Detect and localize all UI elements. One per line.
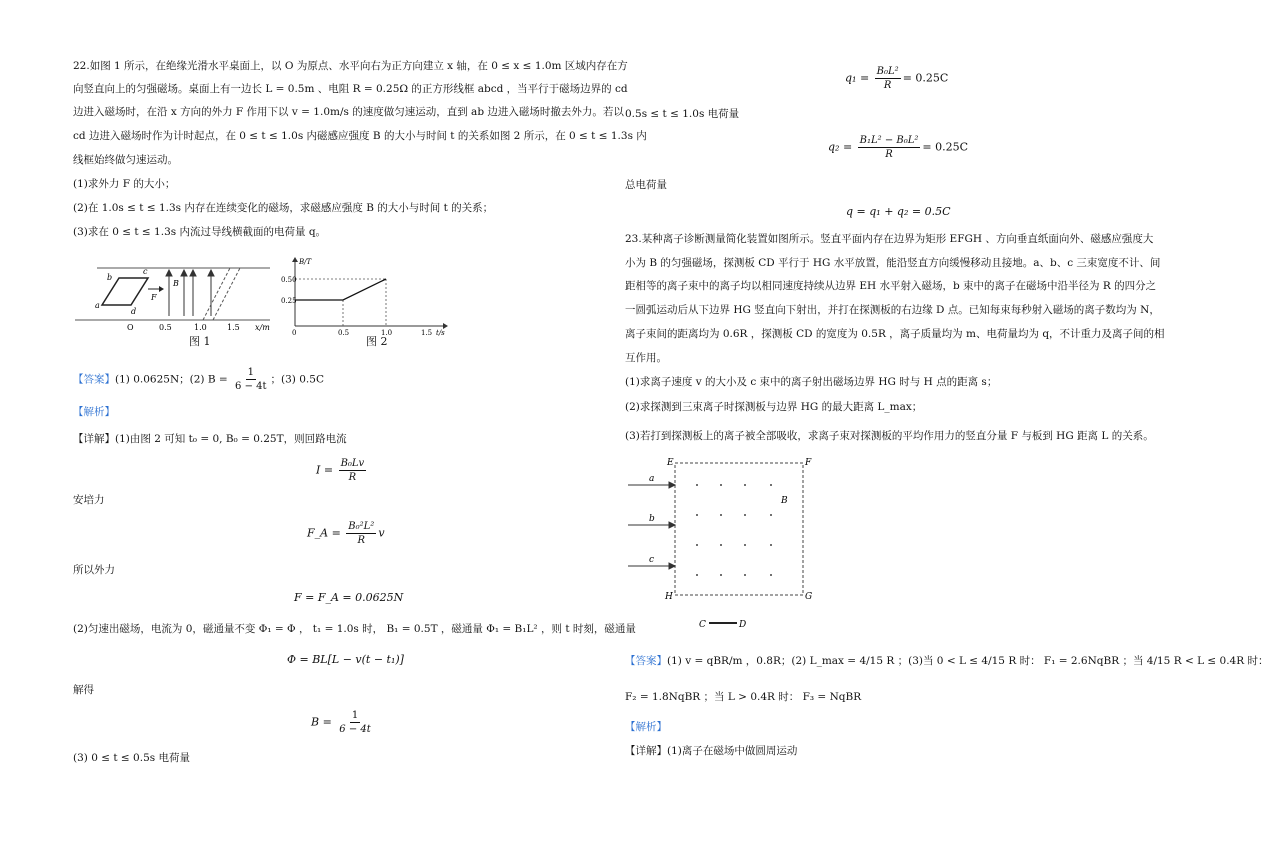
- fig1-axis-x: x/m: [255, 323, 270, 332]
- answer-part-3: ；(3) 0.5C: [270, 373, 324, 386]
- part3-line: (3) 0 ≤ t ≤ 0.5s 电荷量: [73, 752, 190, 764]
- fig2-ytick-025: 0.25: [281, 297, 297, 305]
- so-force-label: 所以外力: [73, 564, 115, 576]
- eq-ampere-force: F_A = $\frac{\text{B₀²L²}}{R}$ v: [307, 521, 385, 546]
- figure-1-caption: 图 1: [189, 335, 211, 348]
- fig3-beam-a: a: [649, 474, 655, 484]
- detail-1: 【详解】(1)由图 2 可知 t₀ = 0, B₀ = 0.25T，则回路电流: [73, 433, 347, 445]
- answer-part-1: (1) 0.0625N；(2) B =: [115, 373, 228, 386]
- fig2-xtick-15: 1.5: [421, 329, 433, 337]
- q22-part-3: (3)求在 0 ≤ t ≤ 1.3s 内流过导线横截面的电荷量 q。: [73, 226, 327, 238]
- fig1-corner-a: a: [95, 301, 100, 310]
- fig1-tick-05: 0.5: [159, 323, 172, 332]
- q23-part-1: (1)求离子速度 v 的大小及 c 束中的离子射出磁场边界 HG 时与 H 点的距离 s；: [625, 376, 998, 388]
- ampere-label: 安培力: [73, 494, 105, 506]
- q23-line-4: 一圆弧运动后从下边界 HG 竖直向下射出，并打在探测板的右边缘 D 点。已知每束每秒射入磁场的离子数均为 N，: [625, 304, 1160, 316]
- q23-answer-line-1: 【答案】(1) v = qBR/m ，0.8R；(2) L_max = 4/15 R ；(3)当 0 < L ≤ 4/15 R 时： F₁ = 2.6NqBR ；当 4/15 R < L ≤ 0.4R 时：: [625, 655, 1268, 667]
- fig3-corner-h: H: [665, 592, 673, 602]
- detail-23: 【详解】(1)离子在磁场中做圆周运动: [625, 745, 798, 757]
- fig2-ytick-050: 0.50: [281, 276, 297, 284]
- fig3-corner-e: E: [667, 458, 674, 468]
- q22-line-2: 向竖直向上的匀强磁场。桌面上有一边长 L = 0.5m 、电阻 R = 0.25Ω 的正方形线框 abcd ，当平行于磁场边界的 cd: [73, 83, 628, 95]
- solve-label: 解得: [73, 684, 94, 696]
- fig1-field-label: B: [173, 279, 179, 288]
- fig1-corner-d: d: [131, 307, 137, 316]
- fig3-beam-c: c: [649, 555, 655, 565]
- figure-1: [75, 256, 275, 346]
- part2-line: (2)匀速出磁场，电流为 0，磁通量不变 Φ₁ = Φ ， t₁ = 1.0s 时， B₁ = 0.5T ，磁通量 Φ₁ = B₁L² ，则 t 时刻，磁通量: [73, 623, 636, 635]
- fig2-xtick-10: 1.0: [381, 329, 393, 337]
- figure-2-caption: 图 2: [366, 335, 388, 348]
- fig3-plate-d: D: [739, 620, 747, 630]
- fig1-tick-o: O: [127, 323, 134, 332]
- analysis-tag: 【解析】: [73, 406, 115, 418]
- q23-line-6: 互作用。: [625, 352, 667, 364]
- fig1-corner-c: c: [143, 267, 148, 276]
- eq-q1: q₁ = $\frac{\text{B₀L²}}{R}$ = 0.25C: [845, 66, 949, 91]
- fig2-xtick-05: 0.5: [338, 329, 350, 337]
- answer-tag: 【答案】: [73, 373, 115, 386]
- eq-flux: Φ = BL[L − v(t − t₁)]: [287, 653, 404, 666]
- q23-answer-line-2: F₂ = 1.8NqBR ；当 L > 0.4R 时： F₃ = NqBR: [625, 691, 862, 703]
- q22-line-4: cd 边进入磁场时作为计时起点，在 0 ≤ t ≤ 1.0s 内磁感应强度 B 的大小与时间 t 的关系如图 2 所示，在 0 ≤ t ≤ 1.3s 内: [73, 130, 647, 142]
- q23-part-3: (3)若打到探测板上的离子被全部吸收，求离子束对探测板的平均作用力的竖直分量 F 与板到 HG 距离 L 的关系。: [625, 430, 1154, 442]
- fig3-plate-c: C: [699, 620, 706, 630]
- fig3-corner-f: F: [805, 458, 812, 468]
- q22-line-3: 边进入磁场时，在沿 x 方向的外力 F 作用下以 v = 1.0m/s 的速度做匀速运动，直到 ab 边进入磁场时撤去外力。若以: [73, 106, 624, 118]
- q22-part-2: (2)在 1.0s ≤ t ≤ 1.3s 内存在连续变化的磁场，求磁感应强度 B 的大小与时间 t 的关系；: [73, 202, 494, 214]
- eq-q2: q₂ = $\frac{\text{B₁L² − B₀L²}}{R}$ = 0.25C: [828, 135, 969, 160]
- fig2-xtick-0: 0: [292, 329, 297, 337]
- fig1-force-label: F: [151, 293, 157, 302]
- eq-current: I = $\frac{\text{B₀Lv}}{R}$: [316, 458, 365, 483]
- q22-line-5: 线框始终做匀速运动。: [73, 154, 178, 166]
- answer-fraction: $\frac{1}{6 - 4t}$: [235, 367, 267, 392]
- q23-line-2: 小为 B 的匀强磁场，探测板 CD 平行于 HG 水平放置，能沿竖直方向缓慢移动且接地。a、b、c 三束宽度不计、间: [625, 257, 1161, 269]
- fig2-axis-y: B/T: [299, 258, 312, 266]
- fig3-field-b: B: [781, 496, 788, 506]
- fig3-corner-g: G: [805, 592, 813, 602]
- answer-tag-23: 【答案】: [625, 655, 667, 667]
- q23-line-5: 离子束间的距离均为 0.6R ，探测板 CD 的宽度为 0.5R ，离子质量均为 m、电荷量均为 q，不计重力及离子间的相: [625, 328, 1165, 340]
- fig3-beam-b: b: [649, 514, 655, 524]
- fig1-tick-15: 1.5: [227, 323, 240, 332]
- q22-answer: [73, 366, 324, 393]
- q22-part-1: (1)求外力 F 的大小；: [73, 178, 176, 190]
- fig1-tick-10: 1.0: [194, 323, 207, 332]
- total-label: 总电荷量: [625, 179, 667, 191]
- fig2-axis-x: t/s: [436, 329, 445, 337]
- q23-line-1: 23.某种离子诊断测量简化装置如图所示。竖直平面内存在边界为矩形 EFGH 、方向垂直纸面向外、磁感应强度大: [625, 233, 1154, 245]
- figure-2: [283, 256, 453, 336]
- interval-2: 0.5s ≤ t ≤ 1.0s 电荷量: [625, 108, 740, 120]
- analysis-tag-23: 【解析】: [625, 721, 667, 733]
- figure-3: [625, 453, 820, 633]
- eq-force: F = F_A = 0.0625N: [294, 591, 404, 604]
- eq-total-q: q = q₁ + q₂ = 0.5C: [846, 205, 951, 218]
- eq-b-result: B = $\frac{1}{6 - 4t}$: [311, 710, 371, 735]
- q23-line-3: 距相等的离子束中的离子均以相同速度持续从边界 EH 水平射入磁场，b 束中的离子在磁场中沿半径为 R 的四分之: [625, 280, 1157, 292]
- q22-line-1: 22.如图 1 所示，在绝缘光滑水平桌面上，以 O 为原点、水平向右为正方向建立 x 轴，在 0 ≤ x ≤ 1.0m 区域内存在方: [73, 60, 628, 72]
- q23-part-2: (2)求探测到三束离子时探测板与边界 HG 的最大距离 L_max；: [625, 401, 923, 413]
- fig1-corner-b: b: [107, 273, 113, 282]
